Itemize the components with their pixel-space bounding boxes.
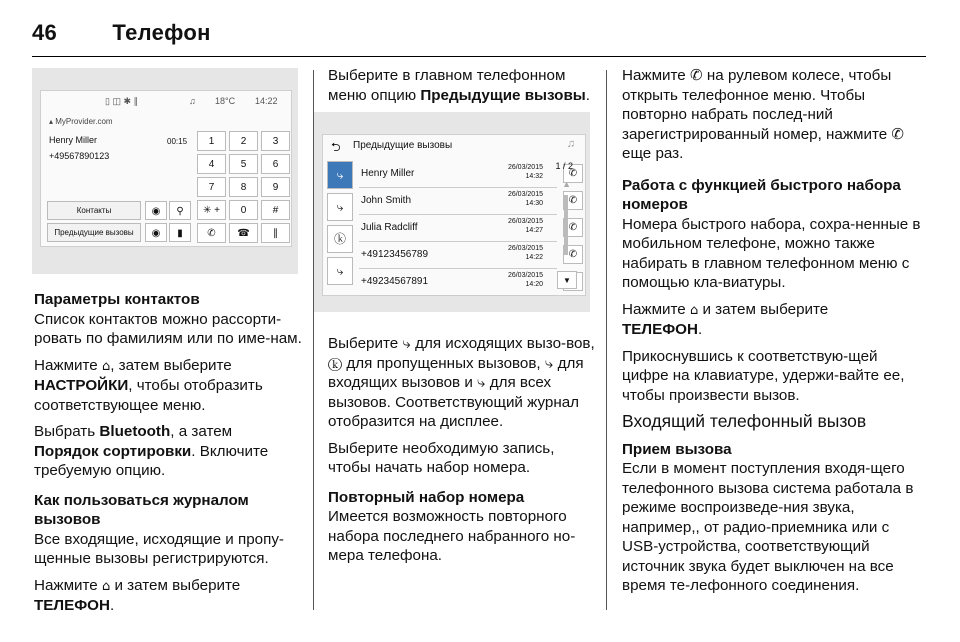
call-icon[interactable]: ✆ xyxy=(563,218,583,237)
signal-icon: ▴ xyxy=(49,117,56,126)
para-redial: Имеется возможность повторного набора последнего набранного но-мера телефона. xyxy=(328,508,576,564)
status-bar xyxy=(41,91,291,111)
tab-all-calls-icon[interactable]: ⤷ xyxy=(327,161,353,189)
heading-receive: Прием вызова xyxy=(622,440,732,458)
call-row[interactable]: +49234567891 26/03/2015 14:20 xyxy=(359,269,557,296)
music-icon: ♫ xyxy=(189,96,196,106)
key-2[interactable]: 2 xyxy=(229,131,258,151)
key-3[interactable]: 3 xyxy=(261,131,290,151)
speaker-icon[interactable]: ▮ xyxy=(169,223,191,242)
call-row[interactable]: Henry Miller 26/03/2015 14:32 ✆ xyxy=(359,161,557,188)
call-duration: 00:15 xyxy=(167,137,188,146)
heading-contact-params: Параметры контактов xyxy=(34,291,200,308)
status-time: 14:22 xyxy=(255,96,278,106)
key-star[interactable]: ✳ + xyxy=(197,200,226,220)
contacts-button[interactable]: Контакты xyxy=(47,201,141,220)
dialpad-screenshot xyxy=(32,68,298,274)
scrollbar[interactable] xyxy=(564,195,568,255)
mute-icon[interactable]: ◉ xyxy=(145,201,167,220)
key-5[interactable]: 5 xyxy=(229,154,258,174)
para-select-type: Выберите ⤷ для исходящих вызо-вов, ⓚ для пропущенных вызовов, ⤷ для входящих вызовов и ⤷ для всех вызовов. Соответствующий журнал отобразится на дисплее. xyxy=(328,335,595,430)
heading-redial: Повторный набор номера xyxy=(328,488,525,506)
privacy-icon[interactable]: ◉ xyxy=(145,223,167,242)
page-number: 46 xyxy=(32,20,58,45)
para-receive: Если в момент поступления входя-щего телефонного вызова система работала в режиме воспроизведе-ния звука, например,, от радио-приемника или с USB-устройства, соответствующий источник звука будет выключен на все время те-лефонного соединения. xyxy=(622,460,914,594)
header-rule xyxy=(32,56,926,57)
key-9[interactable]: 9 xyxy=(261,177,290,197)
contact-name: Henry Miller xyxy=(49,135,98,145)
page-counter: 1 / 2 xyxy=(555,161,573,171)
para-phone: Нажмите ⌂ и затем выберите ТЕЛЕФОН. xyxy=(34,576,241,614)
column-3 xyxy=(622,66,928,603)
para-phone-select: Нажмите ⌂ и затем выберите ТЕЛЕФОН. xyxy=(622,300,829,338)
call-row[interactable]: John Smith 26/03/2015 14:30 ✆ xyxy=(359,188,557,215)
provider-label: ▴ MyProvider.com xyxy=(49,117,113,126)
key-0[interactable]: 0 xyxy=(229,200,258,220)
para-hold-digit: Прикоснувшись к соответствую-щей цифре на клавиатуре, удержи-вайте ее, чтобы произвести вызов. xyxy=(622,347,905,404)
hangup-icon[interactable]: ☎ xyxy=(229,223,258,243)
phone-icon[interactable]: ✆ xyxy=(197,223,226,243)
back-icon[interactable]: ⮌ xyxy=(331,140,341,154)
recent-calls-title: Предыдущие вызовы xyxy=(353,140,453,151)
para-bluetooth: Выбрать Bluetooth, а затем Порядок сортировки. Включите требуемую опцию. xyxy=(34,423,269,479)
recent-calls-display xyxy=(322,134,586,296)
dialpad-display xyxy=(40,90,292,247)
home-icon: ⌂ xyxy=(101,578,111,594)
home-icon: ⌂ xyxy=(689,302,699,318)
music-icon[interactable]: ♫ xyxy=(566,138,575,150)
recent-calls-header xyxy=(323,135,585,157)
key-8[interactable]: 8 xyxy=(229,177,258,197)
column-divider xyxy=(606,70,607,610)
call-icon[interactable]: ✆ xyxy=(563,191,583,210)
scroll-up-icon[interactable]: ▲ xyxy=(562,179,571,189)
call-icon[interactable]: ✆ xyxy=(563,164,583,183)
para-steering: Нажмите ✆ на рулевом колесе, чтобы открыть телефонное меню. Чтобы повторно набрать послед-ний зарегистрированный номер, нажмите ✆ еще раз. xyxy=(622,67,905,162)
pause-icon[interactable]: ∥ xyxy=(261,223,290,243)
tab-incoming-icon[interactable]: ⤷ xyxy=(327,257,353,285)
para-select-entry: Выберите необходимую запись, чтобы начать набор номера. xyxy=(328,439,555,476)
section-title: Телефон xyxy=(112,20,211,45)
key-6[interactable]: 6 xyxy=(261,154,290,174)
recent-calls-button[interactable]: Предыдущие вызовы xyxy=(47,223,141,242)
key-hash[interactable]: # xyxy=(261,200,290,220)
para-speed-dial: Номера быстрого набора, сохра-ненные в мобильном телефоне, можно также набирать в главном телефонном меню с помощью кла-виатуры. xyxy=(622,215,921,291)
column-1 xyxy=(34,290,304,623)
home-icon: ⌂ xyxy=(101,358,111,374)
key-7[interactable]: 7 xyxy=(197,177,226,197)
contact-number: +49567890123 xyxy=(49,151,110,161)
tab-outgoing-icon[interactable]: ⤷ xyxy=(327,193,353,221)
call-icon[interactable]: ✆ xyxy=(563,245,583,264)
call-row[interactable]: Julia Radcliff 26/03/2015 14:27 ✆ xyxy=(359,215,557,242)
heading-incoming: Входящий телефонный вызов xyxy=(622,411,867,431)
status-icons: ▯ ◫ ✱ ∥ xyxy=(105,96,138,106)
para-recent-menu: Выберите в главном телефонном меню опцию Предыдущие вызовы. xyxy=(328,67,590,104)
heading-call-log: Как пользоваться журналом вызовов xyxy=(34,491,249,528)
status-temp: 18°C xyxy=(215,96,236,106)
para-sort: Список контактов можно рассорти-ровать по фамилиям или по име-нам. xyxy=(34,310,302,347)
page-header xyxy=(32,20,211,46)
key-4[interactable]: 4 xyxy=(197,154,226,174)
recent-calls-screenshot xyxy=(314,112,590,312)
column-2 xyxy=(328,66,596,112)
para-settings: Нажмите ⌂, затем выберите НАСТРОЙКИ, чтобы отобразить соответствующее меню. xyxy=(34,356,263,414)
scroll-down-icon[interactable]: ▼ xyxy=(557,271,577,289)
para-log: Все входящие, исходящие и пропу-щенные вызовы регистрируются. xyxy=(34,530,284,567)
call-row[interactable]: +49123456789 26/03/2015 14:22 ✆ xyxy=(359,242,557,269)
heading-speed-dial: Работа с функцией быстрого набора номеров xyxy=(622,176,901,213)
tab-missed-icon[interactable]: ⓚ xyxy=(327,225,353,253)
column-2-lower xyxy=(328,334,596,573)
mic-off-icon[interactable]: ⚲ xyxy=(169,201,191,220)
key-1[interactable]: 1 xyxy=(197,131,226,151)
